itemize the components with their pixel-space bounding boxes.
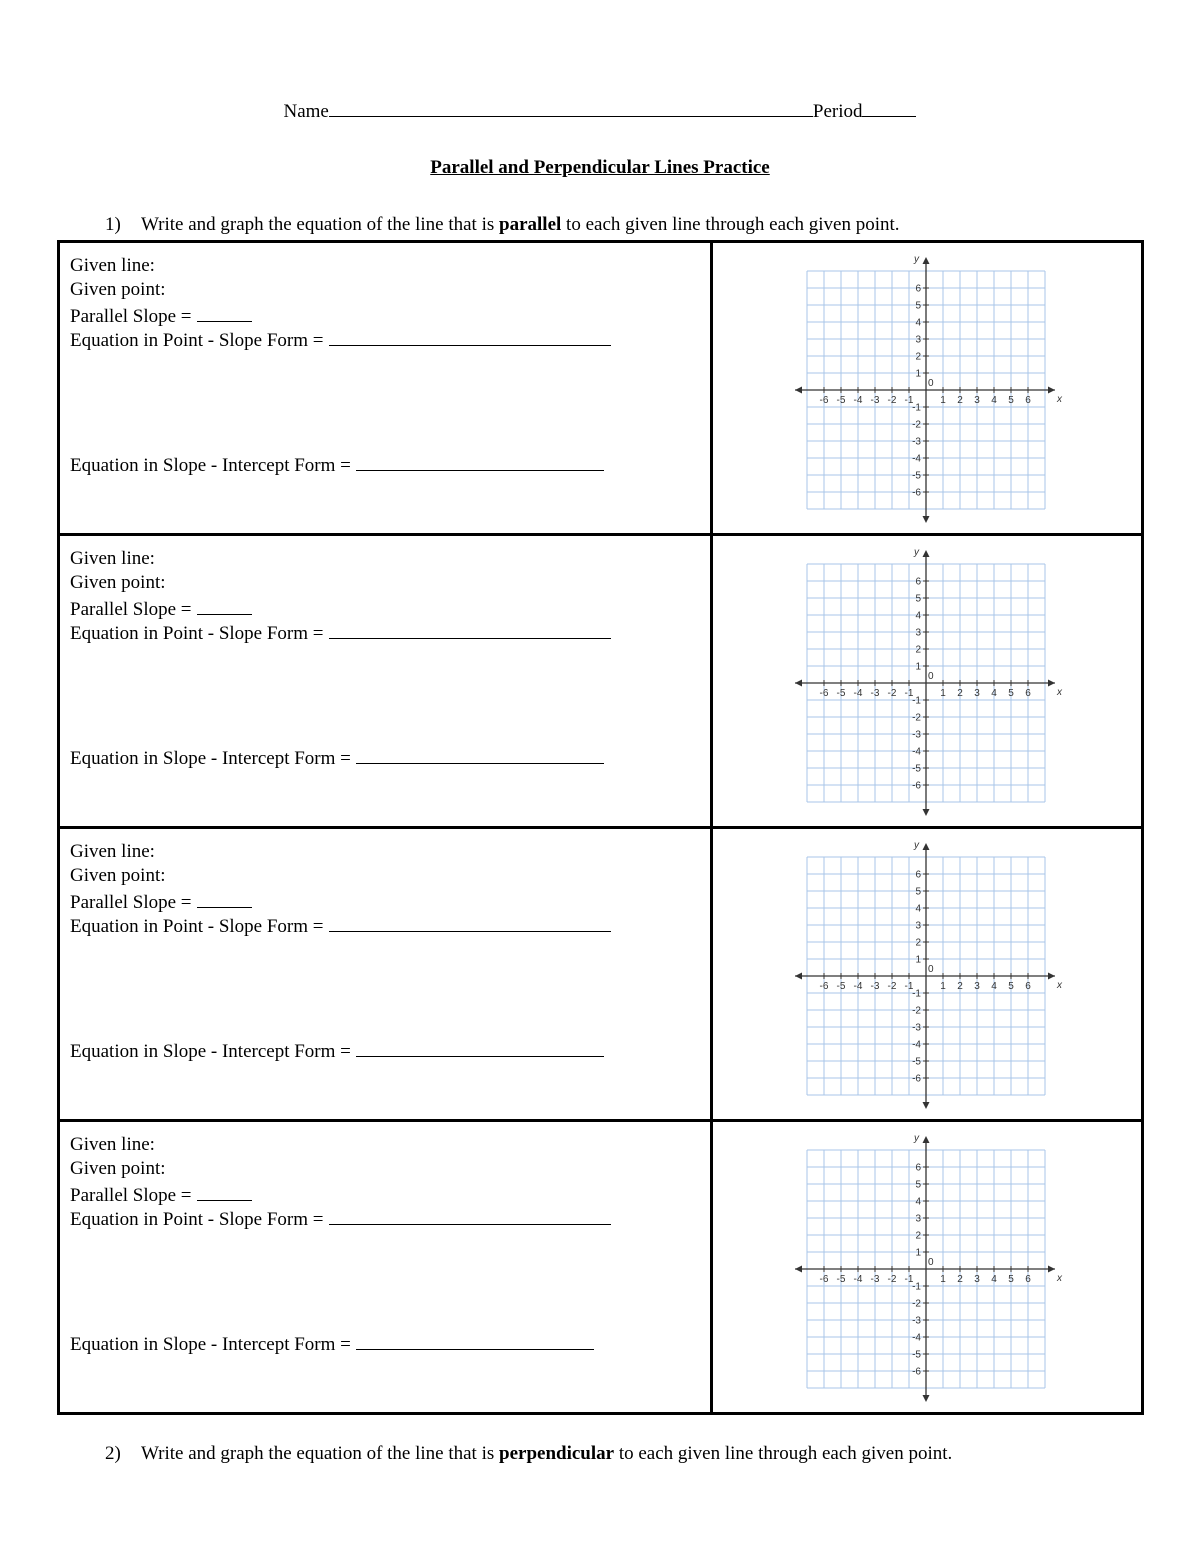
x-tick-label: -2 (887, 395, 897, 406)
y-tick-label: -2 (912, 1005, 921, 1017)
axis-arrow (923, 516, 930, 523)
point-slope-label-text: Equation in Point - Slope Form = (70, 916, 324, 937)
y-tick-label: -5 (912, 470, 921, 482)
parallel-slope-label-text: Parallel Slope = (70, 306, 192, 327)
given-line-label (70, 841, 155, 863)
x-tick-label: -5 (836, 688, 846, 699)
x-tick-label: 1 (940, 1274, 946, 1285)
problem-row (59, 1121, 1143, 1414)
coordinate-grid[interactable] (793, 839, 1063, 1111)
axis-arrow (923, 257, 930, 264)
x-tick-label: 3 (974, 395, 980, 406)
x-tick-label: 5 (1008, 1274, 1014, 1285)
coordinate-plane-svg (793, 546, 1063, 818)
point-slope-blank[interactable] (329, 914, 611, 932)
given-point-label-text: Given point: (70, 279, 166, 300)
given-line-label-text: Given line: (70, 255, 155, 276)
x-tick-label: 4 (991, 981, 997, 992)
x-tick-label: -6 (819, 688, 829, 699)
point-slope-label (70, 621, 611, 645)
x-tick-label: -1 (904, 1274, 914, 1285)
given-point-label (70, 1158, 166, 1180)
question-2-text: Write and graph the equation of the line that is (141, 1443, 500, 1464)
given-point-label (70, 279, 166, 301)
axis-arrow (1048, 973, 1055, 980)
y-tick-label: -1 (912, 695, 921, 707)
problem-row (59, 535, 1143, 828)
point-slope-blank[interactable] (329, 1207, 611, 1225)
problem-text-cell (59, 535, 712, 828)
slope-intercept-blank[interactable] (356, 1039, 604, 1057)
x-tick-label: 5 (1008, 395, 1014, 406)
slope-intercept-blank[interactable] (356, 746, 604, 764)
y-tick-label: -4 (912, 1039, 921, 1051)
slope-intercept-label-text: Equation in Slope - Intercept Form = (70, 1041, 351, 1062)
x-tick-label: 3 (974, 688, 980, 699)
y-axis-label: y (914, 1133, 919, 1144)
x-tick-label: -2 (887, 688, 897, 699)
x-tick-label: -5 (836, 981, 846, 992)
y-tick-label: 6 (915, 1162, 921, 1174)
x-tick-label: -3 (870, 981, 880, 992)
y-tick-label: -5 (912, 763, 921, 775)
question-2-number: 2) (105, 1443, 121, 1464)
axis-arrow (1048, 1266, 1055, 1273)
x-tick-label: -3 (870, 1274, 880, 1285)
y-tick-label: -3 (912, 729, 921, 741)
x-tick-label: -1 (904, 688, 914, 699)
x-tick-label: 1 (940, 395, 946, 406)
x-tick-label: 6 (1025, 1274, 1031, 1285)
x-tick-label: 3 (974, 1274, 980, 1285)
problem-text-cell (59, 828, 712, 1121)
problem-row (59, 828, 1143, 1121)
period-label: Period (812, 101, 863, 122)
x-tick-label: 1 (940, 688, 946, 699)
x-tick-label: -4 (853, 1274, 863, 1285)
x-tick-label: -3 (870, 688, 880, 699)
y-tick-label: 5 (915, 886, 921, 898)
y-tick-label: -5 (912, 1349, 921, 1361)
x-tick-label: -1 (904, 395, 914, 406)
y-tick-label: 2 (915, 644, 921, 656)
point-slope-blank[interactable] (329, 328, 611, 346)
period-blank[interactable] (862, 99, 916, 117)
graph-cell (712, 828, 1143, 1121)
parallel-slope-label-text: Parallel Slope = (70, 892, 192, 913)
y-tick-label: -2 (912, 419, 921, 431)
graph-cell (712, 1121, 1143, 1414)
y-tick-label: -6 (912, 780, 921, 792)
x-tick-label: -2 (887, 1274, 897, 1285)
x-axis-label: x (1057, 1273, 1062, 1284)
given-point-label-text: Given point: (70, 1158, 166, 1179)
y-tick-label: -3 (912, 436, 921, 448)
y-tick-label: 6 (915, 283, 921, 295)
axis-arrow (1048, 387, 1055, 394)
y-tick-label: 4 (915, 610, 921, 622)
graph-cell (712, 535, 1143, 828)
given-line-label-text: Given line: (70, 841, 155, 862)
axis-arrow (923, 1102, 930, 1109)
parallel-slope-blank[interactable] (197, 597, 252, 615)
y-tick-label: -1 (912, 988, 921, 1000)
graph-cell (712, 242, 1143, 535)
y-tick-label: 4 (915, 903, 921, 915)
y-tick-label: -2 (912, 1298, 921, 1310)
axis-arrow (795, 680, 802, 687)
x-tick-label: -5 (836, 395, 846, 406)
y-tick-label: 1 (915, 1247, 921, 1259)
y-tick-label: -4 (912, 453, 921, 465)
y-tick-label: -6 (912, 1366, 921, 1378)
parallel-slope-label (70, 1183, 252, 1207)
y-tick-label: 1 (915, 661, 921, 673)
question-1-instruction (105, 214, 900, 236)
given-line-label-text: Given line: (70, 548, 155, 569)
point-slope-label (70, 914, 611, 938)
x-tick-label: -2 (887, 981, 897, 992)
question-1-number: 1) (105, 214, 121, 235)
y-tick-label: -4 (912, 1332, 921, 1344)
y-tick-label: 2 (915, 351, 921, 363)
x-tick-label: -6 (819, 395, 829, 406)
y-tick-label: 3 (915, 1213, 921, 1225)
problem-text-cell (59, 242, 712, 535)
origin-label: 0 (928, 1257, 934, 1268)
y-tick-label: -6 (912, 1073, 921, 1085)
y-tick-label: 6 (915, 576, 921, 588)
given-point-label-text: Given point: (70, 865, 166, 886)
y-tick-label: -1 (912, 1281, 921, 1293)
x-tick-label: -1 (904, 981, 914, 992)
slope-intercept-label-text: Equation in Slope - Intercept Form = (70, 748, 351, 769)
given-line-label (70, 255, 155, 277)
x-tick-label: -6 (819, 1274, 829, 1285)
given-point-label-text: Given point: (70, 572, 166, 593)
given-line-label-text: Given line: (70, 1134, 155, 1155)
y-axis-label: y (914, 840, 919, 851)
question-1-keyword: parallel (499, 214, 562, 235)
x-tick-label: 6 (1025, 688, 1031, 699)
parallel-slope-blank[interactable] (197, 304, 252, 322)
x-tick-label: -4 (853, 395, 863, 406)
question-2-text-end: to each given line through each given point. (614, 1443, 953, 1464)
y-tick-label: -1 (912, 402, 921, 414)
x-tick-label: 2 (957, 688, 963, 699)
given-line-label (70, 1134, 155, 1156)
y-tick-label: 2 (915, 937, 921, 949)
origin-label: 0 (928, 964, 934, 975)
point-slope-label-text: Equation in Point - Slope Form = (70, 1209, 324, 1230)
slope-intercept-label (70, 1332, 594, 1356)
parallel-slope-blank[interactable] (197, 1183, 252, 1201)
problem-text-cell (59, 1121, 712, 1414)
x-tick-label: 2 (957, 981, 963, 992)
coordinate-grid[interactable] (793, 253, 1063, 525)
x-tick-label: 2 (957, 395, 963, 406)
y-tick-label: -4 (912, 746, 921, 758)
coordinate-plane-svg (793, 1132, 1063, 1404)
parallel-slope-label (70, 597, 252, 621)
axis-arrow (923, 550, 930, 557)
slope-intercept-label (70, 453, 604, 477)
x-tick-label: -5 (836, 1274, 846, 1285)
question-1-text: Write and graph the equation of the line that is (141, 214, 500, 235)
y-tick-label: 6 (915, 869, 921, 881)
y-tick-label: 3 (915, 920, 921, 932)
slope-intercept-blank[interactable] (356, 1332, 594, 1350)
y-tick-label: 3 (915, 334, 921, 346)
y-tick-label: 1 (915, 954, 921, 966)
y-tick-label: 4 (915, 1196, 921, 1208)
y-axis-label: y (914, 254, 919, 265)
parallel-slope-label (70, 304, 252, 328)
coordinate-plane-svg (793, 253, 1063, 525)
given-point-label (70, 572, 166, 594)
axis-arrow (923, 809, 930, 816)
axis-arrow (923, 1136, 930, 1143)
x-tick-label: 5 (1008, 688, 1014, 699)
x-tick-label: 1 (940, 981, 946, 992)
axis-arrow (795, 1266, 802, 1273)
problem-row (59, 242, 1143, 535)
x-tick-label: -3 (870, 395, 880, 406)
question-2-instruction (105, 1443, 952, 1465)
x-axis-label: x (1057, 687, 1062, 698)
slope-intercept-blank[interactable] (356, 453, 604, 471)
slope-intercept-label (70, 746, 604, 770)
x-tick-label: 5 (1008, 981, 1014, 992)
x-tick-label: 3 (974, 981, 980, 992)
x-tick-label: 2 (957, 1274, 963, 1285)
x-tick-label: -4 (853, 981, 863, 992)
parallel-slope-label-text: Parallel Slope = (70, 1185, 192, 1206)
coordinate-grid[interactable] (793, 546, 1063, 818)
slope-intercept-label-text: Equation in Slope - Intercept Form = (70, 1334, 351, 1355)
axis-arrow (923, 843, 930, 850)
point-slope-blank[interactable] (329, 621, 611, 639)
coordinate-grid[interactable] (793, 1132, 1063, 1404)
y-tick-label: 2 (915, 1230, 921, 1242)
y-tick-label: 5 (915, 1179, 921, 1191)
parallel-slope-label-text: Parallel Slope = (70, 599, 192, 620)
y-tick-label: -3 (912, 1022, 921, 1034)
slope-intercept-label-text: Equation in Slope - Intercept Form = (70, 455, 351, 476)
x-axis-label: x (1057, 980, 1062, 991)
y-tick-label: 3 (915, 627, 921, 639)
point-slope-label-text: Equation in Point - Slope Form = (70, 623, 324, 644)
x-tick-label: 6 (1025, 395, 1031, 406)
given-line-label (70, 548, 155, 570)
y-tick-label: -5 (912, 1056, 921, 1068)
y-tick-label: 1 (915, 368, 921, 380)
parallel-slope-blank[interactable] (197, 890, 252, 908)
x-tick-label: 4 (991, 395, 997, 406)
y-tick-label: -3 (912, 1315, 921, 1327)
x-tick-label: 4 (991, 688, 997, 699)
name-label: Name (283, 101, 329, 122)
axis-arrow (1048, 680, 1055, 687)
axis-arrow (923, 1395, 930, 1402)
name-period-line (0, 99, 1200, 123)
origin-label: 0 (928, 671, 934, 682)
y-tick-label: 4 (915, 317, 921, 329)
origin-label: 0 (928, 378, 934, 389)
y-tick-label: -2 (912, 712, 921, 724)
coordinate-plane-svg (793, 839, 1063, 1111)
question-1-text-end: to each given line through each given point. (561, 214, 900, 235)
axis-arrow (795, 387, 802, 394)
worksheet-title: Parallel and Perpendicular Lines Practice (430, 157, 770, 178)
point-slope-label (70, 328, 611, 352)
worksheet-table (57, 240, 1144, 1415)
x-tick-label: 6 (1025, 981, 1031, 992)
y-tick-label: -6 (912, 487, 921, 499)
parallel-slope-label (70, 890, 252, 914)
x-tick-label: -6 (819, 981, 829, 992)
point-slope-label (70, 1207, 611, 1231)
y-tick-label: 5 (915, 593, 921, 605)
x-tick-label: -4 (853, 688, 863, 699)
point-slope-label-text: Equation in Point - Slope Form = (70, 330, 324, 351)
slope-intercept-label (70, 1039, 604, 1063)
question-2-keyword: perpendicular (499, 1443, 615, 1464)
x-tick-label: 4 (991, 1274, 997, 1285)
y-axis-label: y (914, 547, 919, 558)
name-blank[interactable] (329, 99, 813, 117)
x-axis-label: x (1057, 394, 1062, 405)
y-tick-label: 5 (915, 300, 921, 312)
axis-arrow (795, 973, 802, 980)
given-point-label (70, 865, 166, 887)
